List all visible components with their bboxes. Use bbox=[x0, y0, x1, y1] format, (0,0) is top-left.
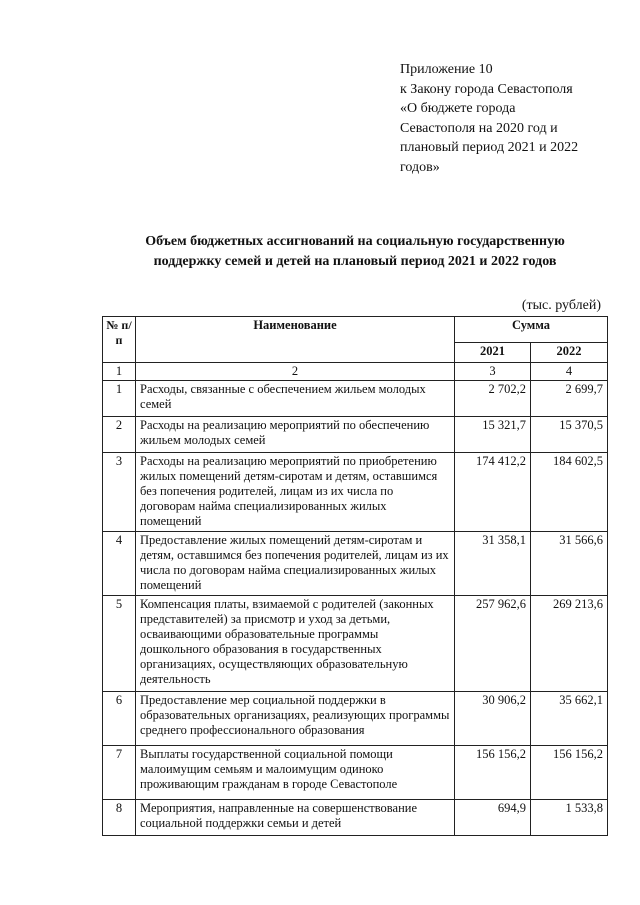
appendix-block bbox=[400, 60, 620, 177]
appendix-line: «О бюджете города bbox=[400, 101, 516, 116]
units-label: (тыс. рублей) bbox=[521, 298, 601, 313]
row-value-2022: 184 602,5 bbox=[531, 453, 608, 532]
row-name: Расходы на реализацию мероприятий по приобретению жилых помещений детям-сиротам и детям, оставшимся без попечения родителей, лицам из их числа по договорам найма специализированных жилых помещений bbox=[136, 453, 455, 532]
row-value-2021: 2 702,2 bbox=[455, 381, 531, 417]
appendix-line: плановый период 2021 и 2022 bbox=[400, 140, 579, 155]
row-name: Мероприятия, направленные на совершенствование социальной поддержки семьи и детей bbox=[136, 800, 455, 836]
title-line-1: Объем бюджетных ассигнований на социальную государственную bbox=[145, 234, 565, 249]
row-num: 2 bbox=[103, 417, 136, 453]
row-value-2022: 15 370,5 bbox=[531, 417, 608, 453]
row-value-2021: 174 412,2 bbox=[455, 453, 531, 532]
header-name: Наименование bbox=[136, 317, 455, 363]
table-row bbox=[103, 453, 608, 532]
column-number: 3 bbox=[455, 363, 531, 381]
row-value-2021: 30 906,2 bbox=[455, 692, 531, 746]
row-name: Компенсация платы, взимаемой с родителей (законных представителей) за присмотр и уход за детьми, осваивающими образовательные программы дошкольного образования в государственных организациях, осуществляющих образовательную деятельность bbox=[136, 596, 455, 692]
appendix-line: к Закону города Севастополя bbox=[400, 81, 573, 97]
column-number: 1 bbox=[103, 363, 136, 381]
row-value-2022: 35 662,1 bbox=[531, 692, 608, 746]
row-name: Расходы, связанные с обеспечением жильем молодых семей bbox=[136, 381, 455, 417]
header-num: № п/п bbox=[103, 317, 136, 363]
row-name: Предоставление жилых помещений детям-сиротам и детям, оставшимся без попечения родителей, лицам из их числа по договорам найма специализированных жилых помещений bbox=[136, 532, 455, 596]
row-num: 6 bbox=[103, 692, 136, 746]
row-num: 8 bbox=[103, 800, 136, 836]
header-year-2022: 2022 bbox=[531, 343, 608, 363]
row-value-2022: 31 566,6 bbox=[531, 532, 608, 596]
row-name: Расходы на реализацию мероприятий по обеспечению жильем молодых семей bbox=[136, 417, 455, 453]
row-num: 4 bbox=[103, 532, 136, 596]
row-name: Предоставление мер социальной поддержки в образовательных организациях, реализующих программы среднего профессионального образования bbox=[136, 692, 455, 746]
row-value-2022: 269 213,6 bbox=[531, 596, 608, 692]
row-value-2021: 31 358,1 bbox=[455, 532, 531, 596]
row-value-2022: 156 156,2 bbox=[531, 746, 608, 800]
table-row bbox=[103, 692, 608, 746]
row-num: 5 bbox=[103, 596, 136, 692]
row-num: 1 bbox=[103, 381, 136, 417]
appendix-line: Приложение 10 bbox=[400, 62, 493, 77]
row-name: Выплаты государственной социальной помощи малоимущим семьям и малоимущим одиноко проживающим гражданам в городе Севастополе bbox=[136, 746, 455, 800]
table-row bbox=[103, 800, 608, 836]
table-row bbox=[103, 532, 608, 596]
table-row bbox=[103, 746, 608, 800]
column-number: 4 bbox=[531, 363, 608, 381]
appendix-line: годов» bbox=[400, 159, 440, 175]
row-value-2021: 15 321,7 bbox=[455, 417, 531, 453]
row-value-2021: 156 156,2 bbox=[455, 746, 531, 800]
budget-table bbox=[102, 316, 608, 836]
appendix-line: Севастополя на 2020 год и bbox=[400, 120, 558, 136]
row-num: 3 bbox=[103, 453, 136, 532]
header-year-2021: 2021 bbox=[455, 343, 531, 363]
header-sum: Сумма bbox=[455, 317, 608, 343]
row-value-2021: 694,9 bbox=[455, 800, 531, 836]
title-line-2: поддержку семей и детей на плановый период 2021 и 2022 годов bbox=[153, 254, 557, 269]
document-title bbox=[100, 232, 610, 272]
table-row bbox=[103, 596, 608, 692]
table-row bbox=[103, 417, 608, 453]
row-value-2022: 1 533,8 bbox=[531, 800, 608, 836]
row-num: 7 bbox=[103, 746, 136, 800]
column-number: 2 bbox=[136, 363, 455, 381]
row-value-2021: 257 962,6 bbox=[455, 596, 531, 692]
table-row bbox=[103, 381, 608, 417]
row-value-2022: 2 699,7 bbox=[531, 381, 608, 417]
